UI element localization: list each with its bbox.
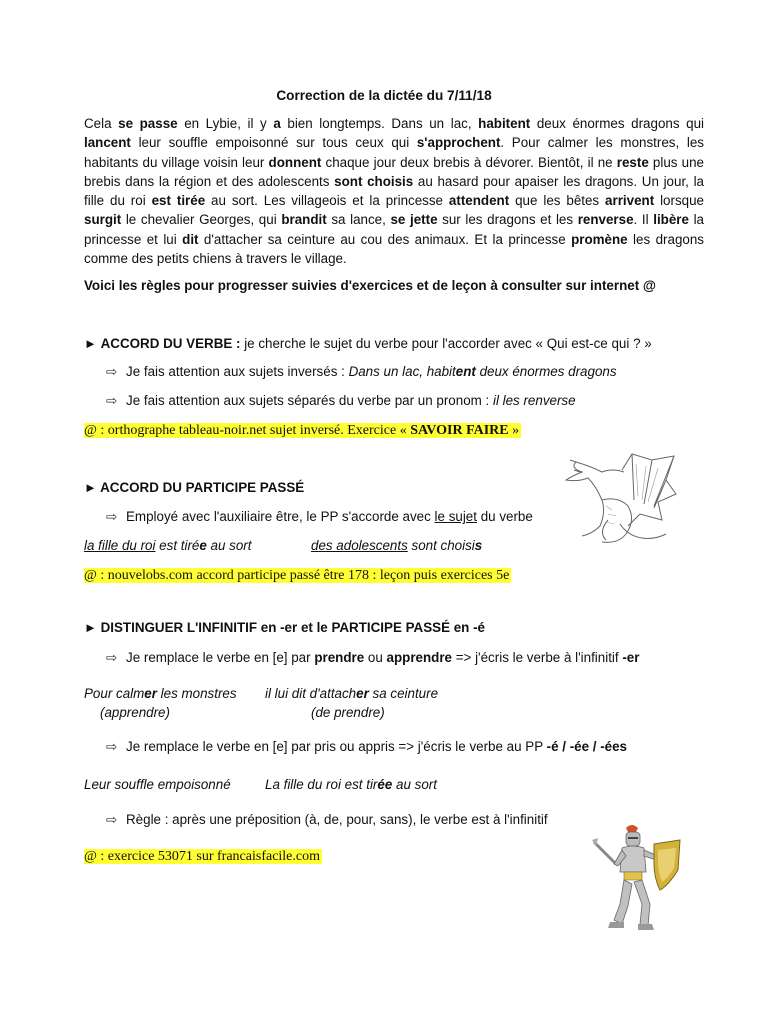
triangle-bullet-icon: ►: [84, 620, 97, 635]
dragon-illustration: [562, 450, 680, 550]
example-attacher: il lui dit d'attacher sa ceinture: [265, 686, 439, 701]
link-francaisfacile[interactable]: @ : exercice 53071 sur francaisfacile.com: [84, 849, 321, 864]
bullet-pris-appris: ⇨ Je remplace le verbe en [e] par pris ou appris => j'écris le verbe au PP -é / -ée / -ées: [106, 739, 628, 754]
link-exercise-sujet-inverse[interactable]: @ : orthographe tableau-noir.net sujet inversé. Exercice « SAVOIR FAIRE »: [84, 423, 520, 438]
arrow-bullet-icon: ⇨: [106, 739, 118, 754]
triangle-bullet-icon: ►: [84, 336, 97, 351]
bullet-sujets-inverses: ⇨ Je fais attention aux sujets inversés : Dans un lac, habitent deux énormes dragons: [106, 364, 617, 379]
section-accord-verbe-heading: ► ACCORD DU VERBE : je cherche le sujet du verbe pour l'accorder avec « Qui est-ce qui ? »: [84, 336, 652, 351]
example-fille-tiree: La fille du roi est tirée au sort: [265, 777, 437, 792]
arrow-bullet-icon: ⇨: [106, 364, 118, 379]
example-calmer-note: (apprendre): [100, 705, 170, 720]
bullet-prendre-apprendre: ⇨ Je remplace le verbe en [e] par prendre ou apprendre => j'écris le verbe à l'infinitif -er: [106, 650, 640, 665]
arrow-bullet-icon: ⇨: [106, 509, 118, 524]
dictation-text: Cela se passe en Lybie, il y a bien longtemps. Dans un lac, habitent deux énormes dragons qui lancent leur souffle empoisonné sur tous ceux qui s'approchent. Pour calmer les monstres, les habitants du village voisin leur donnent chaque jour deux brebis à dévorer. Bientôt, il ne reste plus une brebis dans la région et des adolescents sont choisis au hasard pour apaiser les dragons. Un jour, la fille du roi est tirée au sort. Les villageois et la princesse attendent que les bêtes arrivent lorsque surgit le chevalier Georges, qui brandit sa lance, se jette sur les dragons et les renverse. Il libère la princesse et lui dit d'attacher sa ceinture au cou des animaux. Et la princesse promène les dragons comme des petits chiens à travers le village.: [84, 116, 705, 267]
section-participe-passe-heading: ► ACCORD DU PARTICIPE PASSÉ: [84, 480, 305, 495]
triangle-bullet-icon: ►: [84, 480, 97, 495]
bullet-regle-preposition: ⇨ Règle : après une préposition (à, de, pour, sans), le verbe est à l'infinitif: [106, 812, 548, 827]
bullet-auxiliaire-etre: ⇨ Employé avec l'auxiliaire être, le PP s'accorde avec le sujet du verbe: [106, 509, 533, 524]
arrow-bullet-icon: ⇨: [106, 812, 118, 827]
arrow-bullet-icon: ⇨: [106, 393, 118, 408]
page-title: Correction de la dictée du 7/11/18: [276, 88, 492, 103]
rules-intro: Voici les règles pour progresser suivies d'exercices et de leçon à consulter sur internet @: [84, 278, 656, 293]
link-nouvelobs[interactable]: @ : nouvelobs.com accord participe passé être 178 : leçon puis exercices 5e: [84, 568, 510, 583]
section-infinitif-pp-heading: ► DISTINGUER L'INFINITIF en -er et le PARTICIPE PASSÉ en -é: [84, 620, 485, 635]
example-attacher-note: (de prendre): [311, 705, 385, 720]
example-calmer: Pour calmer les monstres: [84, 686, 237, 701]
bullet-sujets-separes: ⇨ Je fais attention aux sujets séparés du verbe par un pronom : il les renverse: [106, 393, 576, 408]
example-adolescents: des adolescents sont choisis: [311, 538, 483, 553]
example-souffle-empoisonne: Leur souffle empoisonné: [84, 777, 231, 792]
example-fille-du-roi: la fille du roi est tirée au sort: [84, 538, 252, 553]
arrow-bullet-icon: ⇨: [106, 650, 118, 665]
knight-illustration: [588, 820, 688, 940]
